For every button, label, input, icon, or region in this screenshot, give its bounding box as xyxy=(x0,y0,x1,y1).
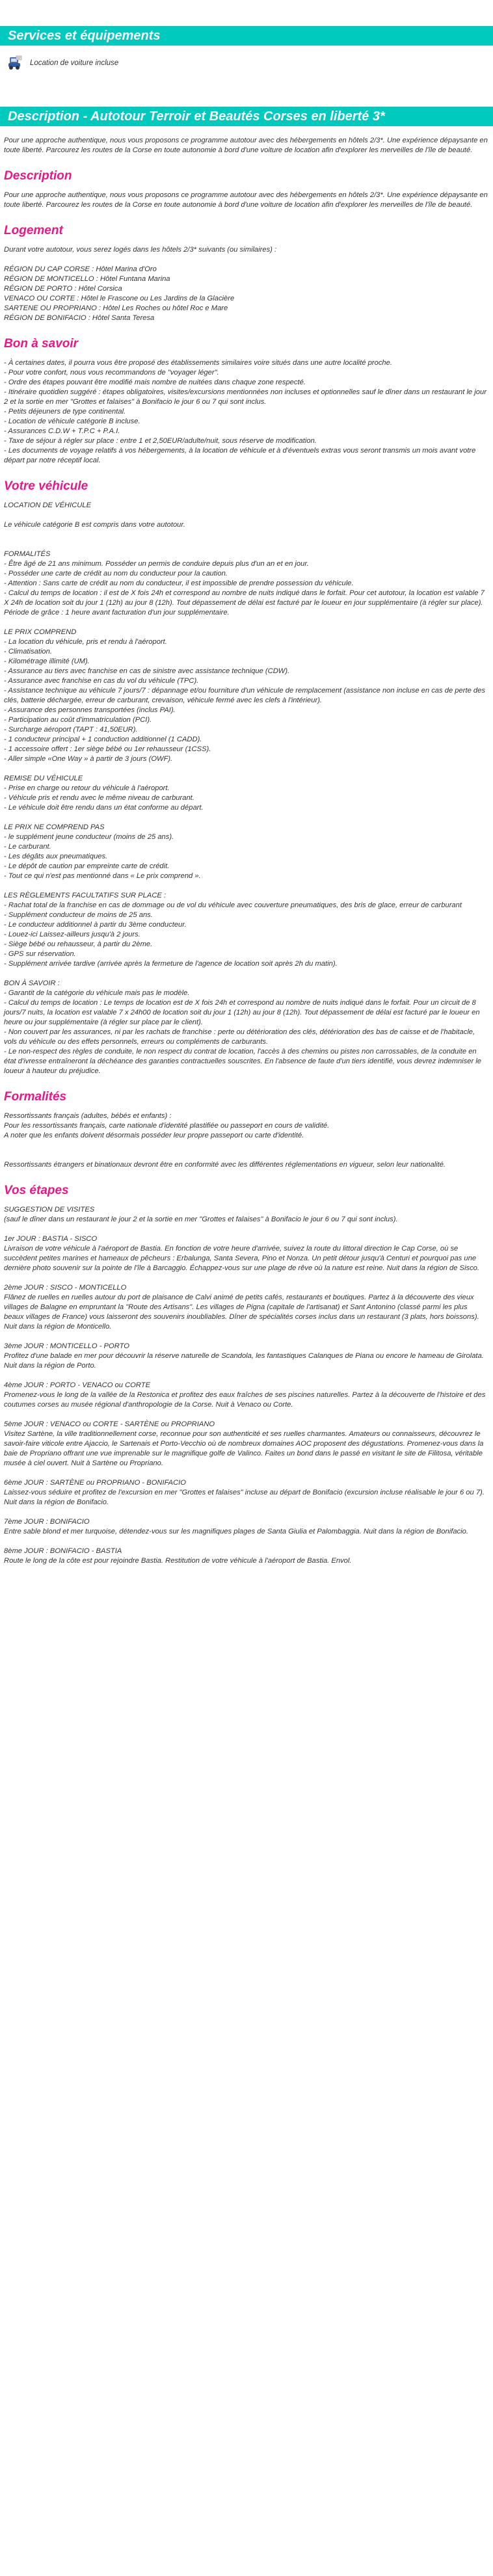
etapes-title: Vos étapes xyxy=(4,1184,69,1197)
hotel-line: RÉGION DE MONTICELLO : Hôtel Funtana Marina xyxy=(4,275,170,283)
hotel-line: VENACO OU CORTE : Hôtel le Frascone ou Les Jardins de la Glacière xyxy=(4,295,235,302)
vehicule-line: - La location du véhicule, pris et rendu à l'aéroport. xyxy=(4,638,167,646)
etape-line: SUGGESTION DE VISITES xyxy=(4,1206,95,1214)
description-section xyxy=(0,168,493,210)
formalite-line: A noter que les enfants doivent désormais posséder leur propre passeport ou carte d'identité. xyxy=(4,1132,304,1139)
spacer xyxy=(4,1150,489,1160)
vehicule-line: - Le dépôt de caution par empreinte carte de crédit. xyxy=(4,862,170,870)
vehicule-line: - Supplément conducteur de moins de 25 ans. xyxy=(4,911,153,919)
etape-line: 6ème JOUR : SARTÈNE ou PROPRIANO - BONIFACIO xyxy=(4,1479,186,1487)
intro-section xyxy=(0,126,493,155)
info-line: - À certaines dates, il pourra vous être proposé des établissements similaires voire situés dans une autre localité proche. xyxy=(4,359,392,367)
vehicule-line: REMISE DU VÉHICULE xyxy=(4,775,83,782)
etape-line: 8ème JOUR : BONIFACIO - BASTIA xyxy=(4,1547,122,1555)
logement-title: Logement xyxy=(4,224,63,237)
spacer xyxy=(4,1468,489,1478)
formalites-section xyxy=(0,1089,493,1170)
vehicule-line: - le supplément jeune conducteur (moins de 25 ans). xyxy=(4,833,174,841)
etape-line: 3ème JOUR : MONTICELLO - PORTO xyxy=(4,1342,129,1350)
vehicule-line: - Louez-ici Laissez-ailleurs jusqu'à 2 jours. xyxy=(4,931,140,938)
info-line: - Ordre des étapes pouvant être modifié mais nombre de nuitées dans chaque zone respecté. xyxy=(4,378,306,386)
spacer xyxy=(4,1371,489,1381)
info-line: - Assurances C.D.W + T.P.C + P.A.I. xyxy=(4,427,120,435)
vehicule-line: - Calcul du temps de location : Le temps de location est de X fois 24h et correspond au nombre de nuits indiqué dans le forfait. Pour un circuit de 8 jours/7 nuits, la location est valable 7 x 24h00 de location soit du jour 1 (12h) au jour 8 (12h). Tout dépassement de délai est facturé par le loueur en heure ou jour supplémentaire (à régler sur place par le client). xyxy=(4,999,480,1026)
vehicule-line: - Assistance technique au véhicule 7 jours/7 : dépannage et/ou fourniture d'un véhicule de remplacement (assistance non incluse en cas de perte des clés, batterie déchargée, erreur de carburant, crevaison, véhicule fermé avec les clefs à l'intérieur). xyxy=(4,687,485,704)
description-title: Description xyxy=(4,169,72,183)
hotel-line: SARTENE OU PROPRIANO : Hôtel Les Roches ou hôtel Roc e Mare xyxy=(4,304,228,312)
intro-text: Pour une approche authentique, nous vous proposons ce programme autotour avec des hébergements en hôtels 2/3*. Une expérience dépaysante en toute liberté. Parcourez les routes de la Corse en toute autonomie à bord d'une voiture de location afin d'explorer les merveilles de l'île de beauté. xyxy=(4,137,488,154)
etape-line: 2ème JOUR : SISCO - MONTICELLO xyxy=(4,1284,127,1292)
service-label: Location de voiture incluse xyxy=(30,59,119,67)
vehicule-line: - Aller simple «One Way » à partir de 3 jours (OWF). xyxy=(4,755,173,763)
etape-line: 4ème JOUR : PORTO - VENACO ou CORTE xyxy=(4,1381,151,1389)
car-icon xyxy=(8,55,22,71)
description-banner: Description - Autotour Terroir et Beautés Corses en liberté 3* xyxy=(0,107,493,126)
vehicule-line: - Surcharge aéroport (TAPT : 41,50EUR). xyxy=(4,726,138,734)
vehicule-line: - Rachat total de la franchise en cas de dommage ou de vol du véhicule avec couverture pneumatiques, des bris de glace, erreur de carburant xyxy=(4,901,462,909)
vehicule-text xyxy=(4,501,489,1076)
logement-section xyxy=(0,223,493,323)
formalite-line: Ressortissants français (adultes, bébés et enfants) : xyxy=(4,1112,172,1120)
vehicule-line: - Calcul du temps de location : il est de X fois 24h et correspond au nombre de nuits indiqué dans le forfait. Pour cet autotour, la location est valable 7 X 24h de location soit du jour 1 (12h) au jour 8 (12h). Tout dépassement de délai est facturé par le loueur en jour supplémentaire (à régler sur place). Période de grâce : 1 heure avant facturation d'un jour supplémentaire. xyxy=(4,589,485,617)
vehicule-line: - Tout ce qui n'est pas mentionné dans « Le prix comprend ». xyxy=(4,872,201,880)
vehicule-line: - Le carburant. xyxy=(4,843,51,851)
vehicule-line: - Assurance des personnes transportées (inclus PAI). xyxy=(4,706,176,714)
info-line: - Itinéraire quotidien suggéré : étapes obligatoires, visites/excursions mentionnées non incluses et optionnelles sauf le dîner dans un restaurant le jour 2 et la sortie en mer "Grottes et falaises" à Bonifacio le jour 6 ou 7 qui sont inclus. xyxy=(4,388,486,406)
vehicule-title: Votre véhicule xyxy=(4,479,88,493)
vehicule-line: - Assurance avec franchise en cas du vol du véhicule (TPC). xyxy=(4,677,199,685)
logement-intro: Durant votre autotour, vous serez logés dans les hôtels 2/3* suivants (ou similaires) : xyxy=(4,246,277,254)
spacer xyxy=(4,1537,489,1547)
spacer xyxy=(4,540,489,550)
hotel-list xyxy=(4,265,489,323)
info-line: - Taxe de séjour à régler sur place : entre 1 et 2,50EUR/adulte/nuit, sous réserve de modification. xyxy=(4,437,317,445)
vehicule-line: - Climatisation. xyxy=(4,648,52,656)
etapes-section xyxy=(0,1183,493,1566)
etape-line: (sauf le dîner dans un restaurant le jour 2 et la sortie en mer "Grottes et falaises" à Bonifacio le jour 6 ou 7 qui sont inclus). xyxy=(4,1215,398,1223)
spacer xyxy=(4,1273,489,1283)
formalite-line: Pour les ressortissants français, carte nationale d'identité plastifiée ou passeport en cours de validité. xyxy=(4,1122,330,1130)
spacer xyxy=(4,1332,489,1342)
vehicule-line: - Kilométrage illimité (UM). xyxy=(4,657,90,665)
vehicule-line: - Supplément arrivée tardive (arrivée après la fermeture de l'agence de location soit après 2h du matin). xyxy=(4,960,338,968)
service-item xyxy=(0,46,493,81)
formalites-title: Formalités xyxy=(4,1090,67,1104)
hotel-line: RÉGION DE PORTO : Hôtel Corsica xyxy=(4,285,122,293)
vehicule-line: - Le conducteur additionnel à partir du 3ème conducteur. xyxy=(4,921,187,929)
vehicule-line: - Le non-respect des règles de conduite, le non respect du contrat de location, l'accès à des chemins ou pistes non carrossables, de la conduite en état d'ivresse entraîneront la déchéance des garanties contractuelles souscrites. En l'absence de faute d'un tiers identifié, vous devrez indemniser le loueur à hauteur du préjudice. xyxy=(4,1048,482,1075)
vehicule-line: - Participation au coût d'immatriculation (PCI). xyxy=(4,716,152,724)
vehicule-line: - 1 accessoire offert : 1er siège bébé ou 1er rehausseur (1CSS). xyxy=(4,745,211,753)
vehicule-line: - Être âgé de 21 ans minimum. Posséder un permis de conduire depuis plus d'un an et en jour. xyxy=(4,560,309,568)
vehicule-line: - Le véhicule doit être rendu dans un état conforme au départ. xyxy=(4,804,204,812)
info-line: - Petits déjeuners de type continental. xyxy=(4,408,126,416)
vehicule-line: FORMALITÉS xyxy=(4,550,51,558)
hotel-line: RÉGION DU CAP CORSE : Hôtel Marina d'Oro xyxy=(4,265,157,273)
vehicule-line: - Véhicule pris et rendu avec le même niveau de carburant. xyxy=(4,794,194,802)
vehicule-line: - Assurance au tiers avec franchise en cas de sinistre avec assistance technique (CDW). xyxy=(4,667,290,675)
etape-line: Flânez de ruelles en ruelles autour du port de plaisance de Calvi animé de petits cafés, restaurants et boutiques. Partez à la découverte des vieux villages de Balagne en empruntant la "Route des Artisans". Les villages de Pigna (capitale de l'artisanat) et Sant Antonino (classé parmi les plus beaux villages de France) vous laisseront des souvenirs inoubliables. Dîner de spécialités corses inclus dans un restaurant (3 plats, hors boissons). Nuit dans la région de Monticello. xyxy=(4,1294,479,1331)
etapes-text xyxy=(4,1205,489,1566)
formalites-text xyxy=(4,1111,489,1170)
spacer xyxy=(4,530,489,540)
spacer xyxy=(4,511,489,520)
description-text: Pour une approche authentique, nous vous proposons ce programme autotour avec des hébergements en hôtels 2/3*. Une expérience dépaysante en toute liberté. Parcourez les routes de la Corse en toute autonomie à bord d'une voiture de location afin d'explorer les merveilles de l'île de beauté. xyxy=(4,191,488,209)
vehicule-line: LE PRIX NE COMPREND PAS xyxy=(4,823,105,831)
bon-a-savoir-list xyxy=(4,358,489,466)
vehicule-line: LOCATION DE VÉHICULE xyxy=(4,501,92,509)
etape-line: Route le long de la côte est pour rejoindre Bastia. Restitution de votre véhicule à l'aéroport de Bastia. Envol. xyxy=(4,1557,352,1565)
spacer xyxy=(4,1410,489,1420)
vehicule-line: - Garantit de la catégorie du véhicule mais pas le modèle. xyxy=(4,989,190,997)
vehicule-line: LES RÈGLEMENTS FACULTATIFS SUR PLACE : xyxy=(4,892,167,899)
vehicule-line: - Les dégâts aux pneumatiques. xyxy=(4,853,108,860)
vehicule-line: - Attention : Sans carte de crédit au nom du conducteur, il est impossible de prendre possession du véhicule. xyxy=(4,579,354,587)
bon-a-savoir-section xyxy=(0,336,493,466)
etape-line: 7ème JOUR : BONIFACIO xyxy=(4,1518,90,1526)
vehicule-section xyxy=(0,479,493,1076)
spacer xyxy=(4,1141,489,1150)
etape-line: Laissez-vous séduire et profitez de l'excursion en mer "Grottes et falaises" incluse au départ de Bonifacio (excursion incluse réalisable le jour 6 ou 7). Nuit dans la région de Bonifacio. xyxy=(4,1489,485,1506)
vehicule-line: - Prise en charge ou retour du véhicule à l'aéroport. xyxy=(4,784,170,792)
spacer xyxy=(4,813,489,823)
spacer xyxy=(4,969,489,979)
etape-line: Livraison de votre véhicule à l'aéroport de Bastia. En fonction de votre heure d'arrivée, suivez la route du littoral direction le Cap Corse, où se succèdent petites marines et hameaux de pêcheurs : Erbalunga, Santa Severa, Pino et Nonza. Un petit détour jusqu'à Centuri et pourquoi pas une dernière photo souvenir sur la pointe de l'île à Barcaggio. Échappez-vous sur une plage de rêve où la nature est reine. Nuit dans la région de Sisco. xyxy=(4,1245,480,1272)
vehicule-line: - 1 conducteur principal + 1 conduction additionnel (1 CADD). xyxy=(4,736,202,743)
etape-line: Visitez Sartène, la ville traditionnellement corse, reconnue pour son authenticité et ses ruelles charmantes. Amateurs ou connaisseurs, découvrez le savoir-faire viticole entre Ajaccio, le Sartenais et Porto-Vecchio où de nombreux domaines AOC proposent des dégustations. Promenez-vous dans la baie de Propriano offrant une vue imprenable sur le magnifique golfe de Valinco. Faites un bond dans le passé en visitant le site de Filitosa, véritable musée à ciel ouvert. Nuit à Sartène ou Propriano. xyxy=(4,1430,484,1467)
spacer xyxy=(4,618,489,628)
etape-line: Profitez d'une balade en mer pour découvrir la réserve naturelle de Scandola, les fantastiques Calanques de Piana ou encore le hameau de Girolata. Nuit dans la région de Porto. xyxy=(4,1352,484,1370)
etape-line: Entre sable blond et mer turquoise, détendez-vous sur les magnifiques plages de Santa Giulia et Palombaggia. Nuit dans la région de Bonifacio. xyxy=(4,1528,468,1535)
spacer xyxy=(4,1225,489,1234)
spacer xyxy=(4,764,489,774)
vehicule-line: BON À SAVOIR : xyxy=(4,979,60,987)
vehicule-line: - Posséder une carte de crédit au nom du conducteur pour la caution. xyxy=(4,570,228,578)
etape-line: 1er JOUR : BASTIA - SISCO xyxy=(4,1235,98,1243)
hotel-line: RÉGION DE BONIFACIO : Hôtel Santa Teresa xyxy=(4,314,155,322)
bon-a-savoir-title: Bon à savoir xyxy=(4,337,79,351)
etape-line: Promenez-vous le long de la vallée de la Restonica et profitez des eaux fraîches de ses piscines naturelles. Partez à la découverte de l'histoire et des coutumes corses au musée régional d'anthropologie de la Corse. Nuit à Venaco ou Corte. xyxy=(4,1391,486,1409)
info-line: - Pour votre confort, nous vous recommandons de "voyager léger". xyxy=(4,369,219,377)
vehicule-line: - Siège bébé ou rehausseur, à partir du 2ème. xyxy=(4,940,153,948)
vehicule-line: - Non couvert par les assurances, ni par les rachats de franchise : perte ou détérioration des clés, détérioration des bas de caisse et de l'habitacle, vols du véhicule ou des effets personnels, erreurs ou compléments de carburants. xyxy=(4,1028,475,1046)
etape-line: 5ème JOUR : VENACO ou CORTE - SARTÈNE ou PROPRIANO xyxy=(4,1420,215,1428)
info-line: - Location de véhicule catégorie B incluse. xyxy=(4,418,140,425)
vehicule-line: Le véhicule catégorie B est compris dans votre autotour. xyxy=(4,521,185,529)
spacer xyxy=(4,881,489,891)
services-banner: Services et équipements xyxy=(0,26,493,46)
vehicule-line: LE PRIX COMPREND xyxy=(4,628,77,636)
spacer xyxy=(4,1507,489,1517)
vehicule-line: - GPS sur réservation. xyxy=(4,950,76,958)
info-line: - Les documents de voyage relatifs à vos hébergements, à la location de véhicule et à d'éventuels extras vous seront transmis un mois avant votre départ par notre réceptif local. xyxy=(4,447,476,464)
formalite-line: Ressortissants étrangers et binationaux devront être en conformité avec les différentes réglementations en vigueur, selon leur nationalité. xyxy=(4,1161,446,1169)
